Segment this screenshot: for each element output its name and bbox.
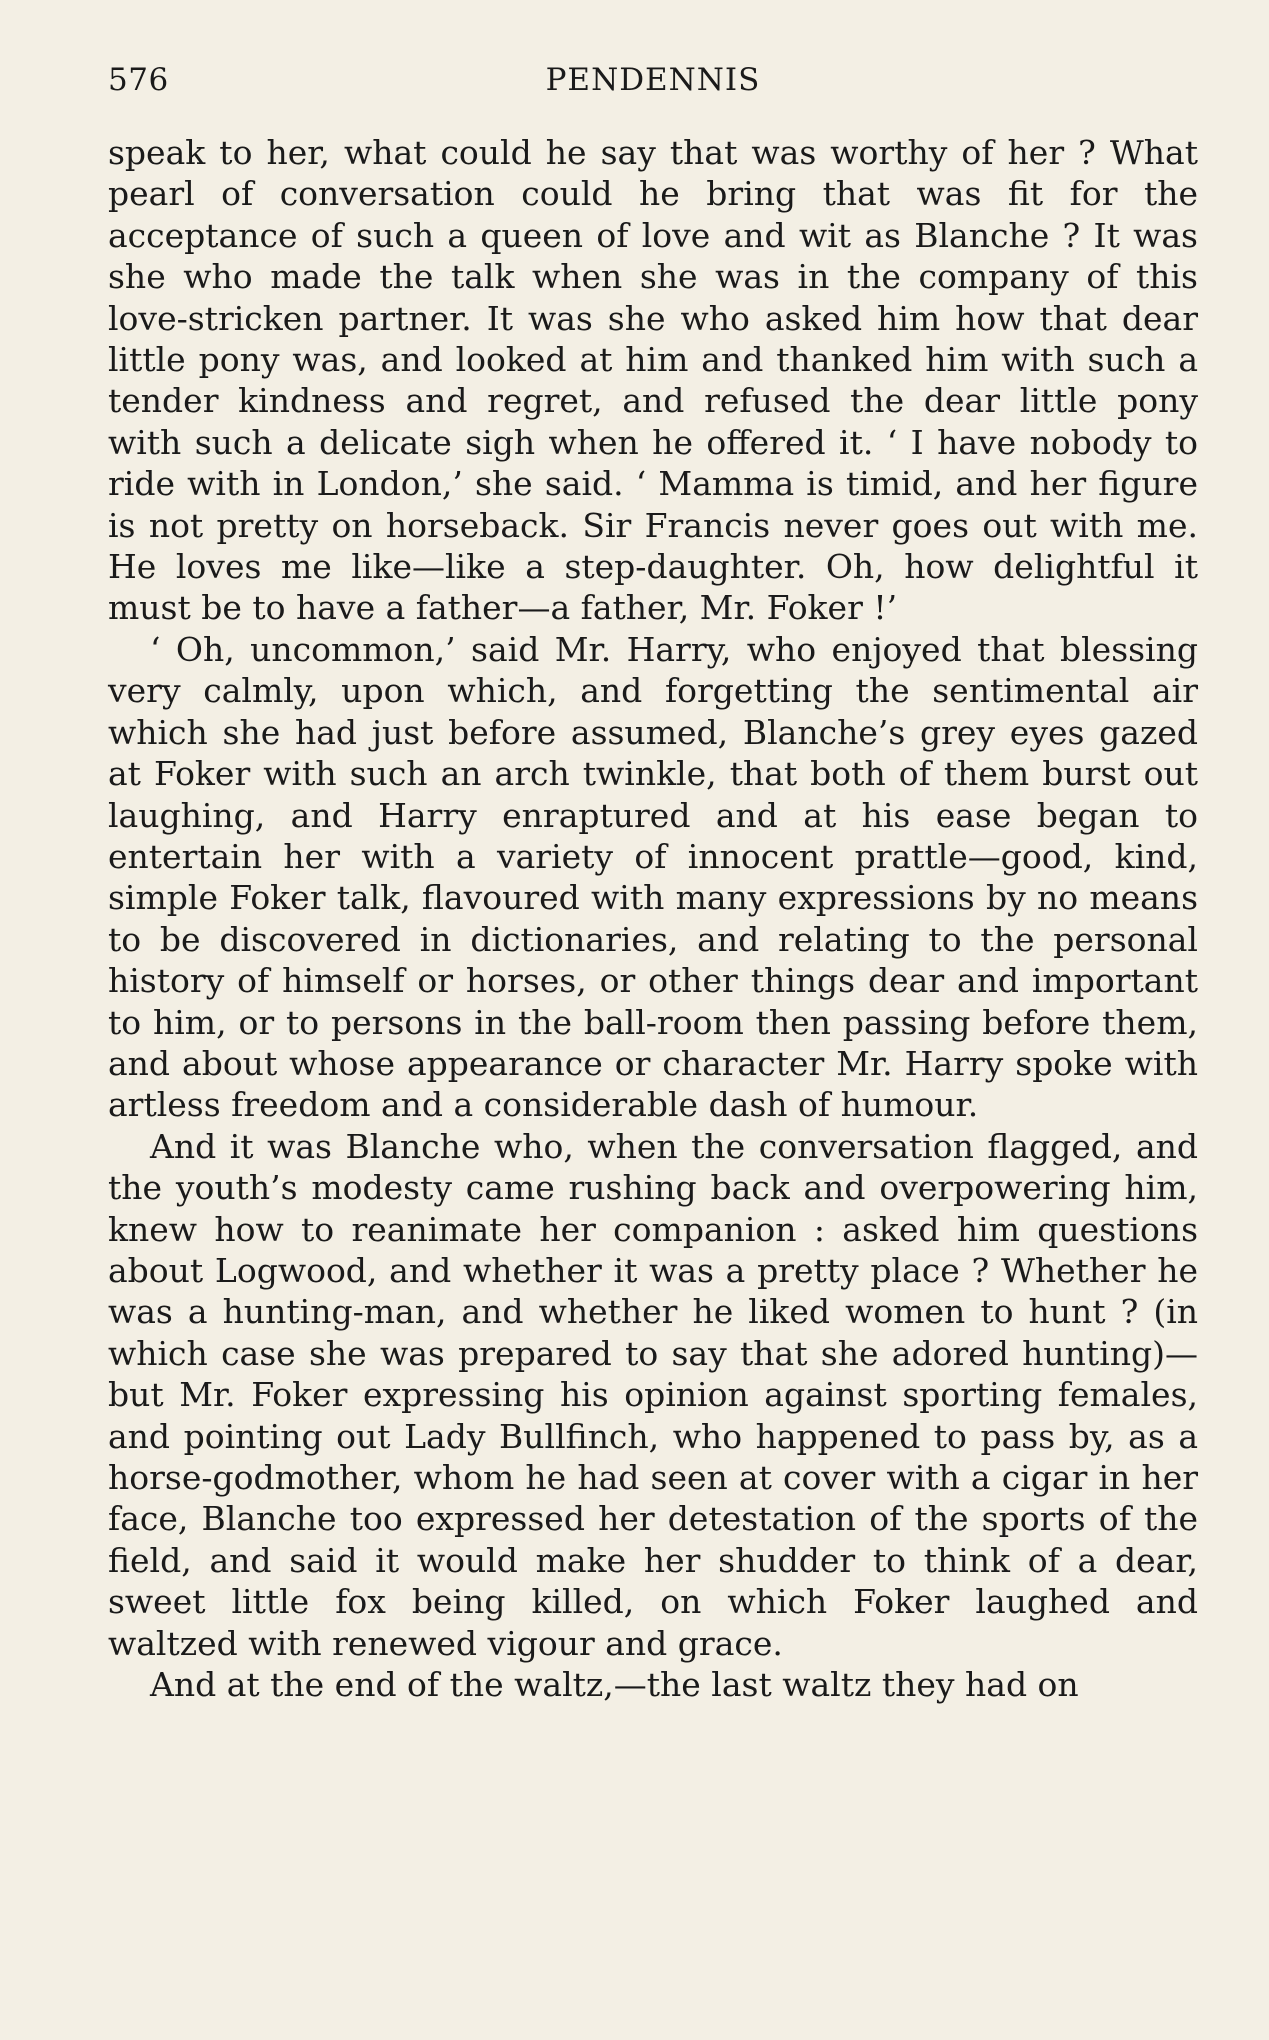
page-number: 576 bbox=[108, 62, 169, 98]
page-header bbox=[108, 58, 1198, 102]
paragraph: speak to her, what could he say that was worthy of her ? What pearl of conversation could he bring that was fit for the acceptance of such a queen of love and wit as Blanche ? It was she who made the talk when she was in the company of this love-stricken partner. It was she who asked him how that dear little pony was, and looked at him and thanked him with such a tender kindness and regret, and refused the dear little pony with such a delicate sigh when he offered it. ‘ I have nobody to ride with in London,’ she said. ‘ Mamma is timid, and her figure is not pretty on horseback. Sir Francis never goes out with me. He loves me like—like a step-daughter. Oh, how delightful it must be to have a father—a father, Mr. Foker !’ bbox=[108, 133, 1198, 628]
page-body bbox=[108, 132, 1198, 1705]
paragraph: And it was Blanche who, when the conversation flagged, and the youth’s modesty came rushing back and overpowering him, knew how to reanimate her companion : asked him questions about Logwood, and whether it was a pretty place ? Whether he was a hunting-man, and whether he liked women to hunt ? (in which case she was prepared to say that she adored hunting)—but Mr. Foker expressing his opinion against sporting females, and pointing out Lady Bullfinch, who happened to pass by, as a horse-godmother, whom he had seen at cover with a cigar in her face, Blanche too expressed her detestation of the sports of the field, and said it would make her shudder to think of a dear, sweet little fox being killed, on which Foker laughed and waltzed with renewed vigour and grace. bbox=[108, 1126, 1198, 1663]
paragraph: And at the end of the waltz,—the last waltz they had on bbox=[150, 1665, 1079, 1705]
running-title: PENDENNIS bbox=[545, 62, 761, 98]
paragraph: ‘ Oh, uncommon,’ said Mr. Harry, who enjoyed that blessing very calmly, upon which, and forgetting the sentimental air which she had just before assumed, Blanche’s grey eyes gazed at Foker with such an arch twinkle, that both of them burst out laughing, and Harry enraptured and at his ease began to entertain her with a variety of innocent prattle—good, kind, simple Foker talk, flavoured with many expressions by no means to be discovered in dictionaries, and relating to the personal history of himself or horses, or other things dear and important to him, or to persons in the ball-room then passing before them, and about whose appearance or character Mr. Harry spoke with artless freedom and a considerable dash of humour. bbox=[108, 629, 1198, 1125]
